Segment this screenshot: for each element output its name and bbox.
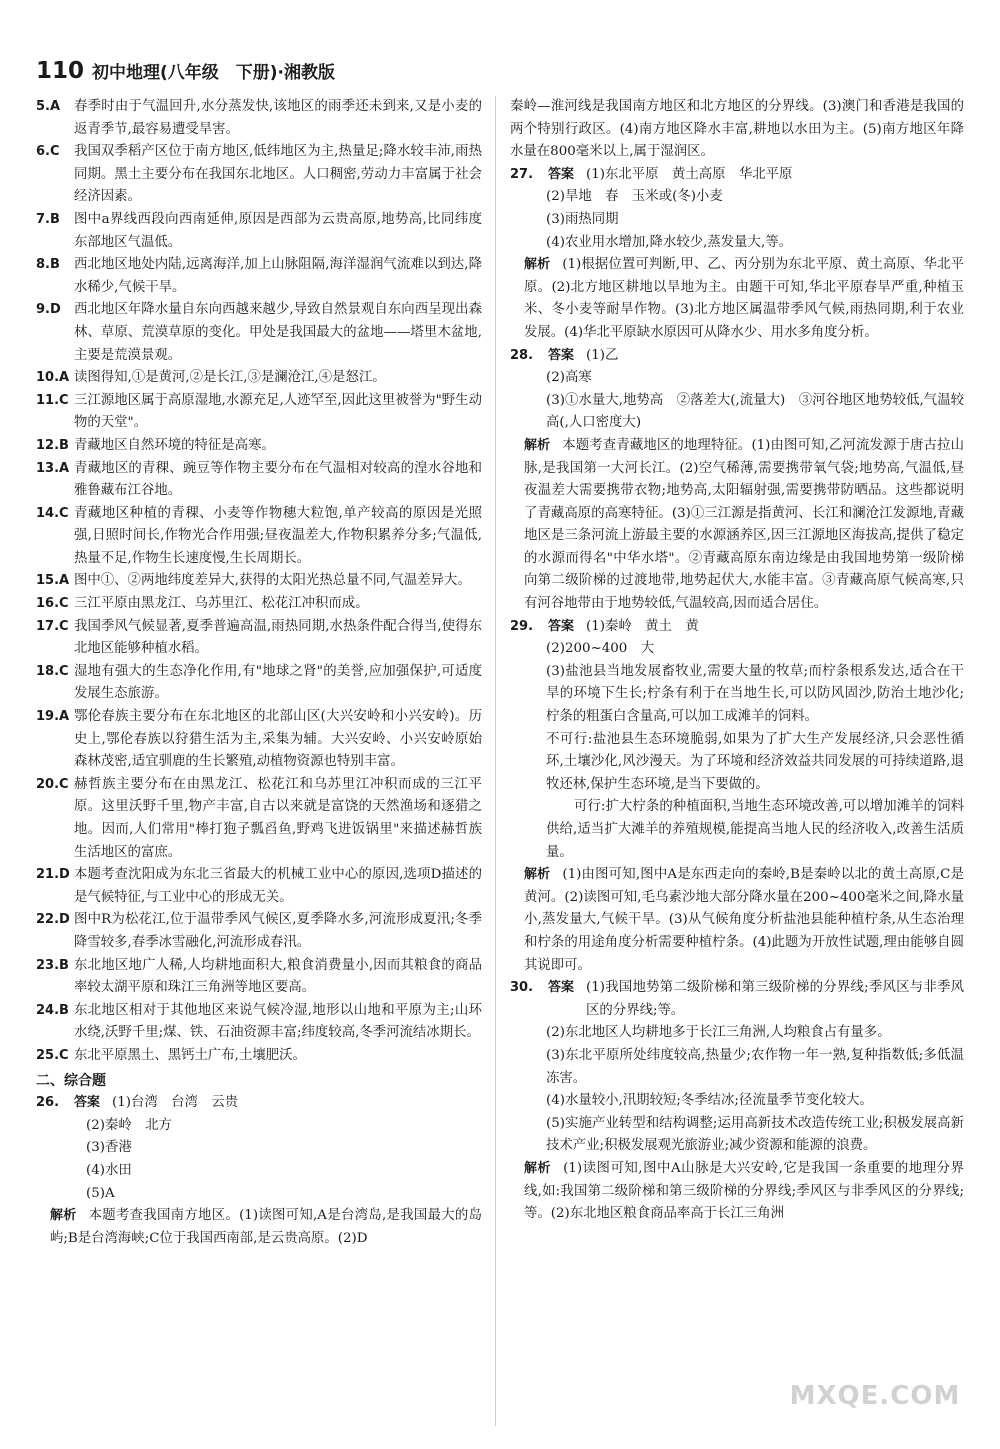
- answer-text: 我国季风气候显著,夏季普遍高温,雨热同期,水热条件配合得当,使得东北地区能够种植水稻。: [74, 618, 482, 657]
- answer-item: [36, 1000, 482, 1045]
- answer-text: 鄂伦春族主要分布在东北地区的北部山区(大兴安岭和小兴安岭)。历史上,鄂伦春族以狩猎生活为主,采集为辅。大兴安岭、小兴安岭原始森林茂密,适宜驯鹿的生长繁殖,动植物资源也特别丰富。: [74, 709, 482, 770]
- q27-explain: [510, 254, 964, 344]
- q26-explain-continued: 秦岭—淮河线是我国南方地区和北方地区的分界线。(3)澳门和香港是我国的两个特别行政区。(4)南方地区降水丰富,耕地以水田为主。(5)南方地区年降水量在800毫米以上,属于湿润区。: [510, 99, 964, 160]
- q27-explain-label: 解析: [524, 257, 551, 273]
- answer-item: [36, 593, 482, 616]
- answer-text: 青藏地区的青稞、豌豆等作物主要分布在气温相对较高的湟水谷地和雅鲁藏布江谷地。: [74, 460, 482, 499]
- answer-number: 21.D: [36, 867, 70, 883]
- answer-text: 图中R为松花江,位于温带季风气候区,夏季降水多,河流形成夏汛;冬季降雪较多,春季冰雪融化,河流形成春汛。: [74, 912, 482, 950]
- q30-answer-2: (2)东北地区人均耕地多于长江三角洲,人均粮食占有量多。: [546, 1025, 891, 1041]
- answer-item: [36, 570, 482, 593]
- answer-number: 13.A: [36, 460, 70, 476]
- q29-answer-2: (2)200~400 大: [546, 641, 655, 657]
- answer-number: 14.C: [36, 505, 69, 521]
- answer-number: 22.D: [36, 912, 70, 928]
- book-title: 初中地理(八年级 下册)·湘教版: [92, 63, 336, 83]
- page-number: 110: [36, 58, 85, 84]
- q27-answer-label: 答案: [548, 166, 575, 182]
- answer-text: 青藏地区种植的青稞、小麦等作物穗大粒饱,单产较高的原因是光照强,日照时间长,作物光合作用强;昼夜温差大,作物积累养分多;气温低,热量不足,作物生长速度慢,生长周期长。: [74, 505, 482, 566]
- q27-answer-1: (1)东北平原 黄土高原 华北平原: [586, 166, 793, 182]
- answer-item: [36, 661, 482, 706]
- q28-explain-text: 本题考查青藏地区的地理特征。(1)由图可知,乙河流发源于唐古拉山脉,是我国第一大河长江。(2)空气稀薄,需要携带氧气袋;地势高,气温低,昼夜温差大需要携带衣物;地势高,太阳辐射强,需要携带防晒品。这些都说明了青藏高原的高寒特征。(3)①三江源是指黄河、长江和澜沧江发源地,青藏地区是三条河流上游最主要的水源涵养区,因三江源地区海拔高,提供了稳定的水源而得名"中华水塔"。②青藏高原东南边缘是由我国地势第一级阶梯向第二级阶梯的过渡地带,地势起伏大,水能丰富。③青藏高原气候高寒,只有河谷地带由于地势较低,气温较高,因而适合居住。: [524, 437, 964, 612]
- question-29: [510, 616, 964, 978]
- q28-explain: [510, 435, 964, 616]
- q28-explain-label: 解析: [524, 437, 551, 453]
- answer-item: [36, 390, 482, 435]
- answer-number: 19.A: [36, 709, 70, 725]
- answer-number: 16.C: [36, 596, 69, 612]
- answer-number: 12.B: [36, 437, 69, 453]
- q28-answer-2: (2)高寒: [546, 370, 592, 386]
- q30-answer-3: (3)东北平原所处纬度较高,热量少;农作物一年一熟,复种指数低;多低温冻害。: [546, 1047, 964, 1086]
- q26-answer-1: (1)台湾 台湾 云贵: [112, 1095, 239, 1111]
- q29-feasible: 可行:扩大柠条的种植面积,当地生态环境改善,可以增加滩羊的饲料供给,适当扩大滩羊的养殖规模,能提高当地人民的经济收入,改善生活质量。: [546, 799, 964, 860]
- q26-answer-label: 答案: [74, 1095, 101, 1111]
- answer-number: 17.C: [36, 618, 69, 634]
- q29-answer-3: (3)盐池县当地发展畜牧业,需要大量的牧草;而柠条根系发达,适合在干旱的环境下生长;柠条有利于在当地生长,可以防风固沙,防治土地沙化;柠条的粗蛋白含量高,可以加工成滩羊的饲料。: [546, 663, 964, 725]
- q30-answer-row: [510, 977, 964, 1022]
- q27-answer-row: [510, 164, 964, 187]
- answer-number: 7.B: [36, 211, 60, 227]
- answer-item: [36, 1045, 482, 1068]
- answer-text: 东北平原黑土、黑钙土广布,土壤肥沃。: [74, 1047, 306, 1063]
- answer-number: 25.C: [36, 1047, 69, 1063]
- watermark-text: MXQE.COM: [789, 1381, 961, 1411]
- q29-number: 29.: [510, 618, 534, 634]
- q29-answer-label: 答案: [548, 618, 575, 634]
- q30-answer-1: (1)我国地势第二级阶梯和第三级阶梯的分界线;季风区与非季风区的分界线;等。: [586, 980, 964, 1018]
- answer-item: [36, 864, 482, 909]
- answer-text: 图中a界线西段向西南延伸,原因是西部为云贵高原,地势高,比同纬度东部地区气温低。: [74, 211, 482, 250]
- q27-explain-text: (1)根据位置可判断,甲、乙、丙分别为东北平原、黄土高原、华北平原。(2)北方地区耕地以旱地为主。由题干可知,华北平原春旱严重,种植玉米、冬小麦等耐旱作物。(3)北方地区属温带季风气候,雨热同期,利于农业发展。(4)华北平原缺水原因可从降水少、用水多角度分析。: [524, 257, 964, 340]
- q30-answer-4: (4)水量较小,汛期较短;冬季结冰;径流量季节变化较大。: [546, 1093, 873, 1109]
- q28-number: 28.: [510, 347, 534, 363]
- question-26: [36, 1092, 482, 1250]
- right-column: [510, 96, 964, 1226]
- question-28: [510, 345, 964, 616]
- q26-answer-row: [36, 1092, 482, 1115]
- left-column: [36, 96, 482, 1250]
- answer-number: 10.A: [36, 370, 70, 386]
- answer-number: 8.B: [36, 257, 60, 273]
- answer-item: [36, 503, 482, 571]
- q26-answer-2: (2)秦岭 北方: [86, 1117, 172, 1133]
- q28-answer-label: 答案: [548, 347, 575, 363]
- answer-item: [36, 458, 482, 503]
- question-27: [510, 164, 964, 345]
- q29-explain-label: 解析: [524, 867, 551, 883]
- answer-text: 青藏地区自然环境的特征是高寒。: [74, 437, 275, 453]
- answer-item: [36, 141, 482, 209]
- answer-item: [36, 435, 482, 458]
- q27-answer-3: (3)雨热同期: [546, 211, 619, 227]
- q30-answer-label: 答案: [548, 980, 575, 996]
- q28-answer-row: [510, 345, 964, 368]
- answer-item: [36, 367, 482, 390]
- answer-item: [36, 706, 482, 774]
- answer-number: 15.A: [36, 573, 70, 589]
- answer-text: 读图得知,①是黄河,②是长江,③是澜沧江,④是怒江。: [74, 370, 386, 386]
- answer-number: 5.A: [36, 99, 61, 114]
- answer-text: 湿地有强大的生态净化作用,有"地球之肾"的美誉,应加强保护,可适度发展生态旅游。: [74, 663, 482, 702]
- answer-text: 我国双季稻产区位于南方地区,低纬地区为主,热量足;降水较丰沛,雨热同期。黑土主要分布在我国东北地区。人口稠密,劳动力丰富属于社会经济因素。: [74, 144, 482, 205]
- q29-answer-1: (1)秦岭 黄土 黄: [586, 618, 699, 634]
- answer-text: 东北地区地广人稀,人均耕地面积大,粮食消费量小,因而其粮食的商品率较太湖平原和珠江三角洲等地区要高。: [74, 957, 482, 996]
- answer-number: 11.C: [36, 392, 69, 408]
- answer-item: [36, 909, 482, 954]
- q30-explain-label: 解析: [524, 1160, 552, 1176]
- q26-answer-3: (3)香港: [86, 1140, 132, 1156]
- answer-text: 西北地区地处内陆,远离海洋,加上山脉阻隔,海洋湿润气流难以到达,降水稀少,气候干旱。: [74, 257, 482, 295]
- page-header: [36, 58, 335, 84]
- q26-number: 26.: [36, 1095, 60, 1111]
- question-30: [510, 977, 964, 1226]
- answer-number: 23.B: [36, 957, 69, 973]
- q28-answer-3: (3)①水量大,地势高 ②落差大(,流量大) ③河谷地区地势较低,气温较高(,人口密度大): [546, 392, 964, 431]
- q29-explain: [510, 864, 964, 977]
- answer-item: [36, 955, 482, 1000]
- answer-text: 三江平原由黑龙江、乌苏里江、松花江冲积而成。: [74, 596, 369, 612]
- answer-number: 24.B: [36, 1002, 69, 1018]
- answer-text: 春季时由于气温回升,水分蒸发快,该地区的雨季还未到来,又是小麦的返青季节,最容易遭受旱害。: [74, 99, 482, 137]
- answer-text: 赫哲族主要分布在由黑龙江、松花江和乌苏里江冲积而成的三江平原。这里沃野千里,物产丰富,自古以来就是富饶的天然渔场和逐猎之地。因而,人们常用"棒打狍子瓢舀鱼,野鸡飞进饭锅里"来描述赫哲族生活地区的富庶。: [74, 776, 482, 860]
- answer-text: 东北地区相对于其他地区来说气候冷湿,地形以山地和平原为主;山环水绕,沃野千里;煤、铁、石油资源丰富;纬度较高,冬季河流结冰期长。: [74, 1002, 482, 1041]
- q30-explain: [510, 1158, 964, 1226]
- answer-text: 西北地区年降水量自东向西越来越少,导致自然景观自东向西呈现出森林、草原、荒漠草原的变化。甲处是我国最大的盆地——塔里木盆地,主要是荒漠景观。: [74, 302, 482, 363]
- answer-text: 本题考查沈阳成为东北三省最大的机械工业中心的原因,选项D描述的是气候特征,与工业中心的形成无关。: [74, 867, 482, 905]
- q29-explain-text: (1)由图可知,图中A是东西走向的秦岭,B是秦岭以北的黄土高原,C是黄河。(2)读图可知,毛乌素沙地大部分降水量在200~400毫米之间,降水量小,蒸发量大,气候干旱。(3)从气候角度分析盐池县能种植柠条,从生态治理和柠条的用途角度分析需要种植柠条。(4)此题为开放性试题,理由能够自圆其说即可。: [524, 867, 964, 973]
- q28-answer-1: (1)乙: [586, 347, 619, 363]
- answer-text: 图中①、②两地纬度差异大,获得的太阳光热总量不同,气温差异大。: [74, 573, 471, 589]
- answer-text: 三江源地区属于高原湿地,水源充足,人迹罕至,因此这里被誉为"野生动物的天堂"。: [74, 392, 482, 431]
- answer-item: [36, 96, 482, 141]
- section-title: 二、综合题: [36, 1072, 106, 1089]
- answer-item: [36, 616, 482, 661]
- q29-not-feasible: 不可行:盐池县生态环境脆弱,如果为了扩大生产发展经济,只会恶性循环,土壤沙化,风沙漫天。为了环境和经济效益共同发展的可持续道路,退牧还林,保护生态环境,是当下要做的。: [546, 731, 964, 792]
- answer-number: 9.D: [36, 302, 61, 318]
- answer-number: 18.C: [36, 663, 69, 679]
- choice-answers-list: [36, 96, 482, 1068]
- answer-item: [36, 774, 482, 864]
- answer-item: [36, 299, 482, 367]
- answer-item: [36, 209, 482, 254]
- answer-item: [36, 254, 482, 299]
- q27-answer-4: (4)农业用水增加,降水较少,蒸发量大,等。: [546, 234, 792, 250]
- answer-number: 20.C: [36, 776, 69, 792]
- q26-answer-5: (5)A: [86, 1185, 115, 1201]
- q26-explain-text: 本题考查我国南方地区。(1)读图可知,A是台湾岛,是我国最大的岛屿;B是台湾海峡;C位于我国西南部,是云贵高原。(2)D: [50, 1208, 482, 1246]
- answer-number: 6.C: [36, 144, 60, 160]
- q26-explain-label: 解析: [50, 1208, 77, 1224]
- q30-explain-text: (1)读图可知,图中A山脉是大兴安岭,它是我国一条重要的地理分界线,如:我国第二级阶梯和第三级阶梯的分界线;季风区与非季风区的分界线;等。(2)东北地区粮食商品率高于长江三角洲: [524, 1160, 964, 1222]
- q26-explain-left: [36, 1205, 482, 1250]
- q26-answer-4: (4)水田: [86, 1162, 132, 1178]
- q27-number: 27.: [510, 166, 534, 182]
- q30-number: 30.: [510, 980, 534, 996]
- q27-answer-2: (2)旱地 春 玉米或(冬)小麦: [546, 189, 723, 205]
- q29-answer-row: [510, 616, 964, 639]
- watermark-logo: [760, 1351, 990, 1441]
- q30-answer-5: (5)实施产业转型和结构调整;运用高新技术改造传统工业;积极发展高新技术产业;积极发展观光旅游业;减少资源和能源的浪费。: [546, 1115, 964, 1154]
